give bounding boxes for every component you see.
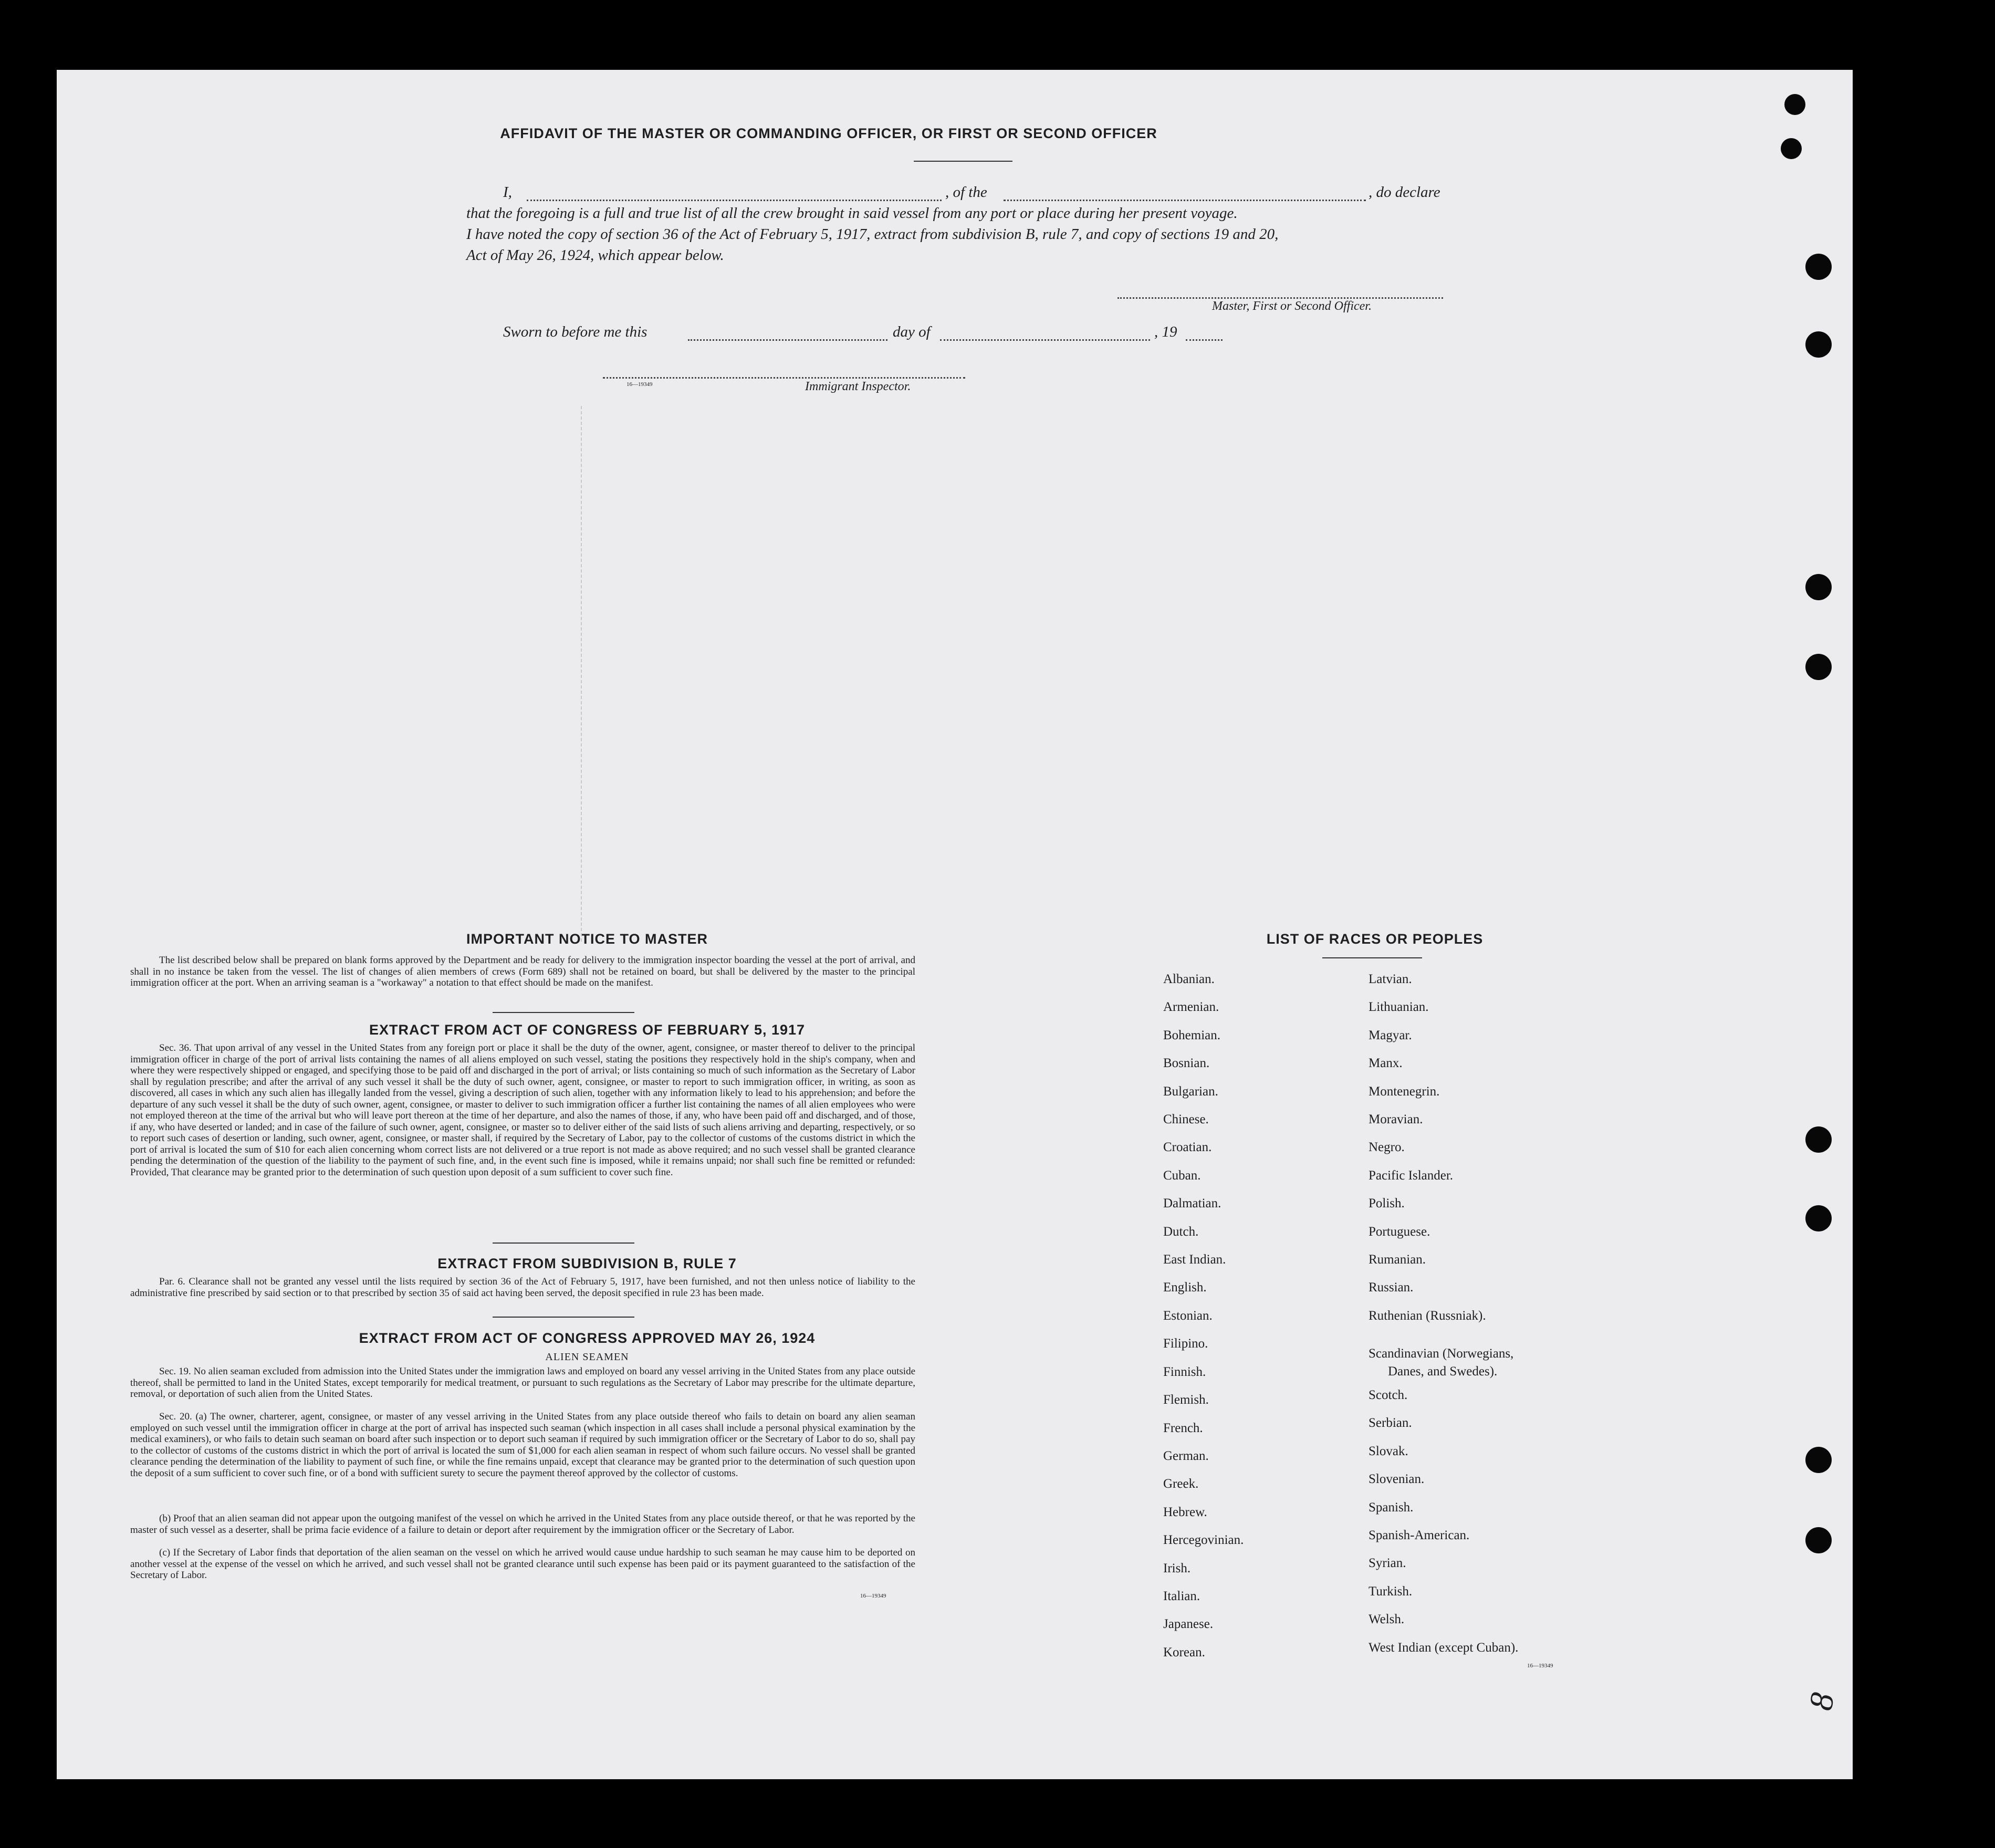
sec-20a-text: Sec. 20. (a) The owner, charterer, agent, consignee, or master of any vessel arriving in the United States from any place outside thereof who fails to detain on board any alien seaman employed on such vessel until the immigration officer in charge at the port of arrival has inspected such seaman (which inspection in all cases shall include a personal physical examination by the medical examiners), or who fails to detain such seaman on board after such inspection or to deport such seaman if required by such immigration officer or the Secretary of Labor to do so, shall pay to the collector of customs of the customs district in which the port of arrival is located the sum of $1,000 for each alien seaman in respect of whom such failure occurs. No vessel shall be granted clearance pending the determination of the liability to payment of such fine, or while the fine remains unpaid, except that clearance may be granted prior to the determination of such question upon the deposit of a sum sufficient to cover such fine, or of a bond with sufficient surety to secure the payment thereof approved by the collector of customs. xyxy=(130,1411,915,1479)
punch-hole xyxy=(1805,654,1832,680)
race-item: Magyar. xyxy=(1369,1028,1412,1042)
sec-20c-text: (c) If the Secretary of Labor finds that deportation of the alien seaman on the vessel on which he arrived would cause undue hardship to such seaman he may cause him to be deported on another vessel at the expense of the vessel on which he arrived, and such vessel shall not be granted clearance until such expense has been paid or its payment guaranteed to the satisfaction of the Secretary of Labor. xyxy=(130,1547,915,1581)
section-rule-3 xyxy=(493,1317,634,1318)
race-item: Russian. xyxy=(1369,1280,1414,1295)
races-column-2 xyxy=(1369,965,1486,1330)
race-item: Irish. xyxy=(1163,1561,1191,1575)
sec-19-text: Sec. 19. No alien seaman excluded from admission into the United States under the immigration laws and employed on board any vessel arriving in the United States from any place outside thereof, shall be permitted to land in the United States, except temporarily for medical treatment, or pursuant to such regulations as the Secretary of Labor may prescribe for the ultimate departure, removal, or deportation of such alien from the United States. xyxy=(130,1366,915,1400)
sec-20b-text: (b) Proof that an alien seaman did not appear upon the outgoing manifest of the vessel on which he arrived in the United States from any place outside thereof, or that he was reported by the master of such vessel as a deserter, shall be prima facie evidence of a failure to detain or deport after requirement by the immigration officer or the Secretary of Labor. xyxy=(130,1513,915,1536)
handwritten-mark: 8 xyxy=(1801,1689,1842,1713)
name-blank[interactable] xyxy=(527,200,942,201)
document-page xyxy=(57,70,1853,1779)
punch-hole xyxy=(1784,94,1805,115)
extract-1917-title: EXTRACT FROM ACT OF CONGRESS OF FEBRUARY 5, 1917 xyxy=(369,1022,806,1038)
notice-title: IMPORTANT NOTICE TO MASTER xyxy=(466,931,708,947)
race-scandinavian-line-2: Danes, and Swedes). xyxy=(1388,1364,1498,1379)
race-item: Albanian. xyxy=(1163,972,1215,986)
race-item: Moravian. xyxy=(1369,1112,1423,1127)
vessel-blank[interactable] xyxy=(1004,200,1366,201)
sworn-year-blank[interactable] xyxy=(1186,339,1223,341)
race-scandinavian xyxy=(1369,1345,1513,1381)
races-column-2-cont xyxy=(1369,1381,1518,1662)
punch-hole xyxy=(1805,331,1832,358)
race-item: Bulgarian. xyxy=(1163,1084,1218,1099)
race-item: Armenian. xyxy=(1163,1000,1219,1015)
race-item: French. xyxy=(1163,1421,1203,1435)
i-label: I, xyxy=(503,184,512,201)
title-rule xyxy=(914,161,1012,162)
races-title-rule xyxy=(1322,957,1422,958)
day-of-label: day of xyxy=(893,323,931,340)
race-item: Spanish-American. xyxy=(1369,1528,1470,1543)
race-item: Manx. xyxy=(1369,1056,1403,1071)
race-item: Pacific Islander. xyxy=(1369,1168,1454,1183)
race-item: Portuguese. xyxy=(1369,1224,1430,1239)
inspector-label: Immigrant Inspector. xyxy=(805,380,911,393)
race-scandinavian-line-1: Scandinavian (Norwegians, xyxy=(1369,1346,1514,1361)
notice-text: The list described below shall be prepared on blank forms approved by the Department and be ready for delivery to the immigration inspector boarding the vessel at the port of arrival, and shall in no instance be taken from the vessel. The list of changes of alien members of crews (Form 689) shall not be retained on board, but shall be delivered by the master to the principal immigration officer at the port. When an arriving seaman is a "workaway" a notation to that effect should be made on the manifest. xyxy=(130,955,915,988)
race-item: Greek. xyxy=(1163,1477,1199,1491)
races-column-1 xyxy=(1163,965,1244,1666)
alien-seamen-subtitle: ALIEN SEAMEN xyxy=(545,1351,629,1363)
punch-hole xyxy=(1805,1205,1832,1231)
race-item: English. xyxy=(1163,1280,1207,1295)
race-item: East Indian. xyxy=(1163,1252,1226,1267)
punch-hole xyxy=(1781,138,1802,159)
extract-1924-title: EXTRACT FROM ACT OF CONGRESS APPROVED MAY 26, 1924 xyxy=(359,1330,816,1346)
race-item: Montenegrin. xyxy=(1369,1084,1440,1099)
rule7-title: EXTRACT FROM SUBDIVISION B, RULE 7 xyxy=(437,1256,737,1271)
affidavit-title: AFFIDAVIT OF THE MASTER OR COMMANDING OFFICER, OR FIRST OR SECOND OFFICER xyxy=(500,126,1157,141)
race-item: Dutch. xyxy=(1163,1224,1199,1239)
race-item: Turkish. xyxy=(1369,1584,1413,1599)
race-item: Spanish. xyxy=(1369,1500,1414,1515)
race-item: Cuban. xyxy=(1163,1168,1201,1183)
race-item: Ruthenian (Russniak). xyxy=(1369,1308,1486,1323)
race-item: West Indian (except Cuban). xyxy=(1369,1640,1519,1655)
punch-hole xyxy=(1805,574,1832,600)
race-item: Flemish. xyxy=(1163,1393,1209,1407)
race-item: Negro. xyxy=(1369,1140,1405,1155)
race-item: Chinese. xyxy=(1163,1112,1209,1127)
sworn-month-blank[interactable] xyxy=(940,339,1150,341)
race-item: Hercegovinian. xyxy=(1163,1533,1244,1548)
race-item: Scotch. xyxy=(1369,1388,1408,1402)
race-item: Italian. xyxy=(1163,1589,1200,1603)
race-item: Filipino. xyxy=(1163,1337,1208,1351)
punch-hole xyxy=(1805,1126,1832,1153)
race-item: Syrian. xyxy=(1369,1556,1406,1571)
race-item: Hebrew. xyxy=(1163,1505,1207,1519)
extract-form-number: 16—19349 xyxy=(860,1593,886,1599)
race-item: Croatian. xyxy=(1163,1140,1212,1155)
race-item: Korean. xyxy=(1163,1645,1205,1659)
race-item: Polish. xyxy=(1369,1196,1405,1211)
punch-hole xyxy=(1805,254,1832,280)
races-title: LIST OF RACES OR PEOPLES xyxy=(1266,931,1484,947)
inspector-signature-line[interactable] xyxy=(603,377,965,379)
year-label: , 19 xyxy=(1154,323,1177,340)
punch-hole xyxy=(1805,1447,1832,1473)
punch-hole xyxy=(1805,1527,1832,1553)
declaration-line xyxy=(503,184,1522,205)
race-item: Finnish. xyxy=(1163,1364,1206,1379)
extract-1917-text: Sec. 36. That upon arrival of any vessel in the United States from any foreign port or place it shall be the duty of the owner, agent, consignee, or master thereof to deliver to the principal immigration officer in charge of the port of arrival lists containing the names of all aliens employed on such vessel, stating the positions they respectively hold in the ship's company, when and where they were respectively shipped or engaged, and specifying those to be paid off and discharged in the port of arrival; or lists containing so much of such information as the Secretary of Labor shall by regulation prescribe; and after the arrival of any such vessel it shall be the duty of such owner, agent, consignee, or master to report to such immigration officer, in writing, as soon as discovered, all cases in which any such alien has illegally landed from the vessel, giving a description of such alien, together with any information likely to lead to his apprehension; and before the departure of any such vessel it shall be the duty of such owner, agent, consignee, or master to deliver to such immigration officer a further list containing the names of all alien employees who were not employed thereon at the time of the arrival but who will leave port thereon at the time of her departure, and also the names of those, if any, who have been paid off and discharged, and of those, if any, who have deserted or landed; and in case of the failure of such owner, agent, consignee, or master so to deliver either of the said lists of such aliens arriving and departing, respectively, or so to report such cases of desertion or landing, such owner, agent, consignee, or master shall, if required by the Secretary of Labor, pay to the collector of customs of the customs district in which the port of arrival is located the sum of $10 for each alien concerning whom correct lists are not delivered or a true report is not made as above required; and no such vessel shall be granted clearance pending the determination of the question of the liability to the payment of such fine, and, in the event such fine is imposed, while it remains unpaid; nor shall such fine be remitted or refunded: Provided, That clearance may be granted prior to the determination of such question upon deposit of a sum sufficient to cover such fine. xyxy=(130,1042,915,1178)
master-signature-line[interactable] xyxy=(1117,297,1443,299)
section-rule-2 xyxy=(493,1243,634,1244)
declaration-text-3: Act of May 26, 1924, which appear below. xyxy=(466,247,724,264)
race-item: German. xyxy=(1163,1448,1209,1463)
race-item: Slovenian. xyxy=(1369,1472,1425,1487)
declaration-text-2: I have noted the copy of section 36 of the Act of February 5, 1917, extract from subdivision B, rule 7, and copy of sections 19 and 20, xyxy=(466,226,1279,243)
race-item: Japanese. xyxy=(1163,1617,1214,1632)
of-the-label: , of the xyxy=(945,184,987,201)
race-item: Bohemian. xyxy=(1163,1028,1221,1042)
race-item: Lithuanian. xyxy=(1369,1000,1429,1015)
race-item: Estonian. xyxy=(1163,1308,1213,1323)
sworn-line xyxy=(503,323,1448,344)
do-declare-label: , do declare xyxy=(1369,184,1440,201)
race-item: Welsh. xyxy=(1369,1612,1405,1627)
master-signature-label: Master, First or Second Officer. xyxy=(1212,299,1372,313)
affidavit-form-number: 16—19349 xyxy=(626,381,653,388)
race-item: Dalmatian. xyxy=(1163,1196,1221,1211)
race-item: Slovak. xyxy=(1369,1444,1408,1458)
race-item: Rumanian. xyxy=(1369,1252,1426,1267)
races-form-number: 16—19349 xyxy=(1527,1663,1553,1669)
race-item: Bosnian. xyxy=(1163,1056,1210,1071)
race-item: Serbian. xyxy=(1369,1416,1412,1431)
declaration-text-1: that the foregoing is a full and true list of all the crew brought in said vessel from any port or place during her present voyage. xyxy=(466,205,1238,222)
section-rule-1 xyxy=(493,1012,634,1013)
sworn-label: Sworn to before me this xyxy=(503,323,647,340)
sworn-day-blank[interactable] xyxy=(688,339,887,341)
rule7-text: Par. 6. Clearance shall not be granted any vessel until the lists required by section 36 of the Act of February 5, 1917, have been furnished, and not then unless notice of liability to the administrative fine prescribed by said section or to that prescribed by section 35 of said act having been served, the deposit specified in rule 23 has been made. xyxy=(130,1276,915,1299)
race-item: Latvian. xyxy=(1369,972,1412,986)
fold-crease xyxy=(581,406,582,942)
